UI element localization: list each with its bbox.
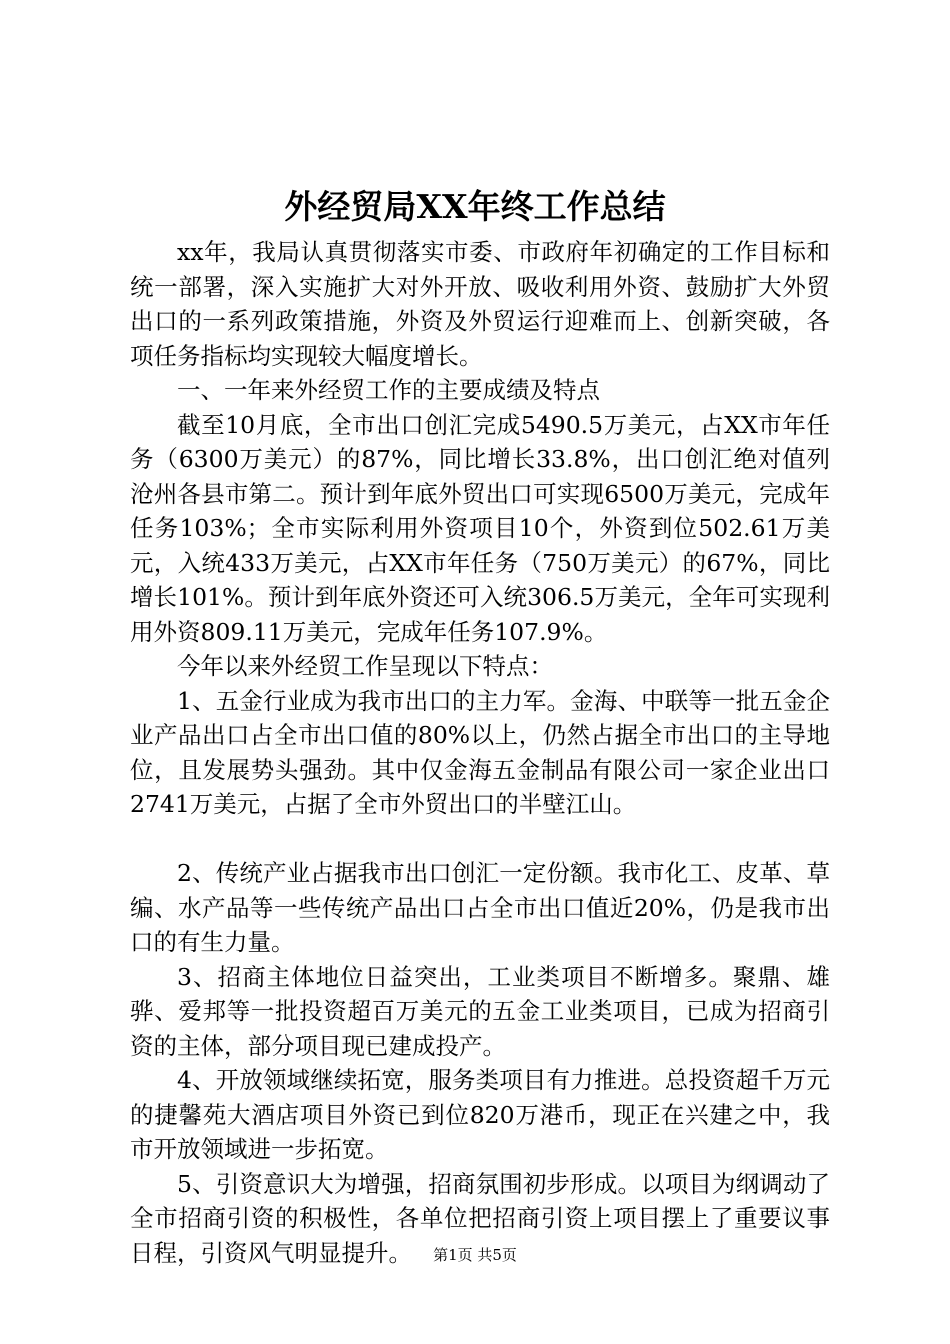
paragraph-features-intro: 今年以来外经贸工作呈现以下特点： xyxy=(177,652,553,680)
document-title: 外经贸局XX年终工作总结 xyxy=(284,187,666,226)
paragraph-intro: xx年，我局认真贯彻落实市委、市政府年初确定的工作目标和统一部署，深入实施扩大对外开放、吸收利用外资、鼓励扩大外贸出口的一系列政策措施，外资及外贸运行迎难而上、创新突破，各项任务指标均实现较大幅度增长。 xyxy=(130,238,830,370)
page-number-footer: 第1页 共5页 xyxy=(433,1246,517,1264)
paragraph-feature-3: 3、招商主体地位日益突出，工业类项目不断增多。聚鼎、雄骅、爱邦等一批投资超百万美元的五金工业类项目，已成为招商引资的主体，部分项目现已建成投产。 xyxy=(130,962,830,1060)
paragraph-gap xyxy=(130,822,830,857)
paragraph-statistics: 截至10月底，全市出口创汇完成5490.5万美元，占XX市年任务（6300万美元）的87%，同比增长33.8%，出口创汇绝对值列沧州各县市第二。预计到年底外贸出口可实现6500万美元，完成年任务103%；全市实际利用外资项目10个，外资到位502.61万美元，入统433万美元，占XX市年任务（750万美元）的67%，同比增长101%。预计到年底外资还可入统306.5万美元，全年可实现利用外资809.11万美元，完成年任务107.9%。 xyxy=(130,410,830,646)
paragraph-feature-5: 5、引资意识大为增强，招商氛围初步形成。以项目为纲调动了全市招商引资的积极性，各单位把招商引资上项目摆上了重要议事日程，引资风气明显提升。 xyxy=(130,1169,830,1267)
paragraph-feature-1: 1、五金行业成为我市出口的主力军。金海、中联等一批五金企业产品出口占全市出口值的80%以上，仍然占据全市出口的主导地位，且发展势头强劲。其中仅金海五金制品有限公司一家企业出口2741万美元，占据了全市外贸出口的半壁江山。 xyxy=(130,686,830,818)
document-body xyxy=(130,235,830,1270)
section-heading: 一、一年来外经贸工作的主要成绩及特点 xyxy=(177,376,600,404)
paragraph-feature-2: 2、传统产业占据我市出口创汇一定份额。我市化工、皮革、草编、水产品等一些传统产品出口占全市出口值近20%，仍是我市出口的有生力量。 xyxy=(130,859,830,956)
paragraph-feature-4: 4、开放领域继续拓宽，服务类项目有力推进。总投资超千万元的捷馨苑大酒店项目外资已到位820万港币，现正在兴建之中，我市开放领域进一步拓宽。 xyxy=(130,1066,830,1163)
